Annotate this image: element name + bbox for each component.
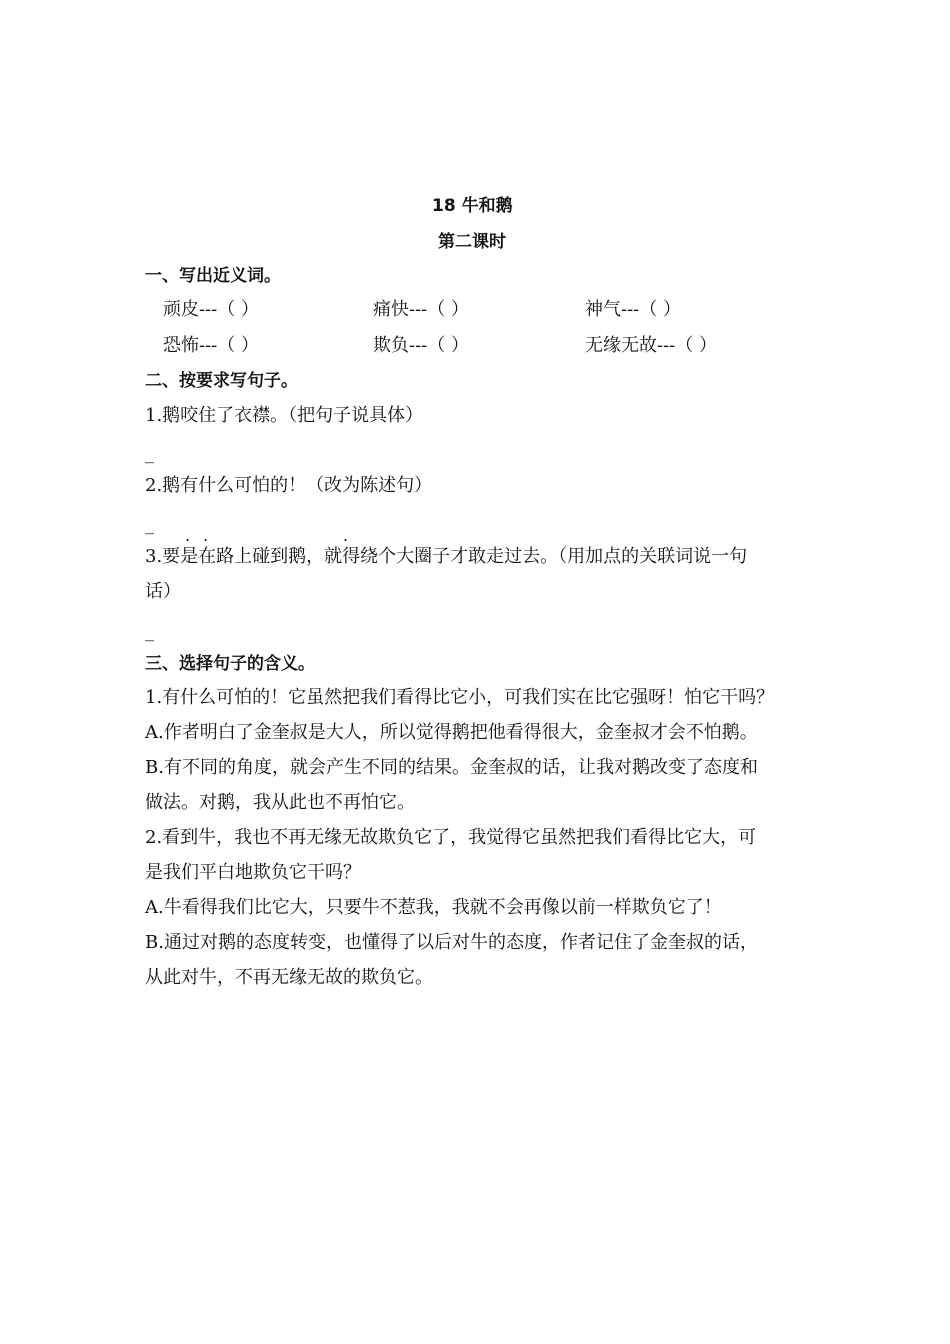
emphasis-dot: .	[185, 526, 191, 545]
lesson-title: 18 牛和鹅	[432, 196, 513, 216]
answer-mark: _	[145, 443, 154, 464]
option-text: 从此对牛，不再无缘无故的欺负它。	[145, 967, 433, 988]
question-text: 3.要是在路上碰到鹅，就得绕个大圈子才敢走过去。（用加点的关联词说一句	[145, 546, 748, 567]
question-text: 2.看到牛，我也不再无缘无故欺负它了，我觉得它虽然把我们看得比它大，可	[145, 827, 757, 848]
synonym-item: 恐怖---（ ）	[163, 335, 259, 356]
option-text: B.通过对鹅的态度转变，也懂得了以后对牛的态度，作者记住了金奎叔的话，	[145, 932, 758, 953]
option-text: 做法。对鹅，我从此也不再怕它。	[145, 792, 415, 813]
answer-mark: _	[145, 514, 154, 535]
question-text: 2.鹅有什么可怕的！（改为陈述句）	[145, 475, 433, 496]
answer-mark: _	[145, 621, 154, 642]
option-text: A.作者明白了金奎叔是大人，所以觉得鹅把他看得很大，金奎叔才会不怕鹅。	[145, 722, 758, 743]
emphasis-dot: .	[203, 526, 209, 545]
synonym-item: 欺负---（ ）	[373, 335, 469, 356]
option-text: B.有不同的角度，就会产生不同的结果。金奎叔的话，让我对鹅改变了态度和	[145, 757, 758, 778]
option-text: A.牛看得我们比它大，只要牛不惹我，我就不会再像以前一样欺负它了！	[145, 897, 722, 918]
question-text: 1.有什么可怕的！它虽然把我们看得比它小，可我们实在比它强呀！怕它干吗？	[145, 687, 775, 708]
question-text: 是我们平白地欺负它干吗？	[145, 862, 361, 883]
emphasis-dot: .	[343, 526, 349, 545]
synonym-item: 痛快---（ ）	[373, 299, 469, 320]
section2-heading: 二、按要求写句子。	[145, 371, 298, 391]
synonym-item: 神气---（ ）	[585, 299, 681, 320]
lesson-subtitle: 第二课时	[438, 232, 506, 252]
section3-heading: 三、选择句子的含义。	[145, 654, 315, 674]
question-text: 1.鹅咬住了衣襟。（把句子说具体）	[145, 405, 424, 426]
section1-heading: 一、写出近义词。	[145, 266, 281, 286]
synonym-item: 顽皮---（ ）	[163, 299, 259, 320]
synonym-item: 无缘无故---（ ）	[585, 335, 717, 356]
question-text: 话）	[145, 581, 181, 602]
